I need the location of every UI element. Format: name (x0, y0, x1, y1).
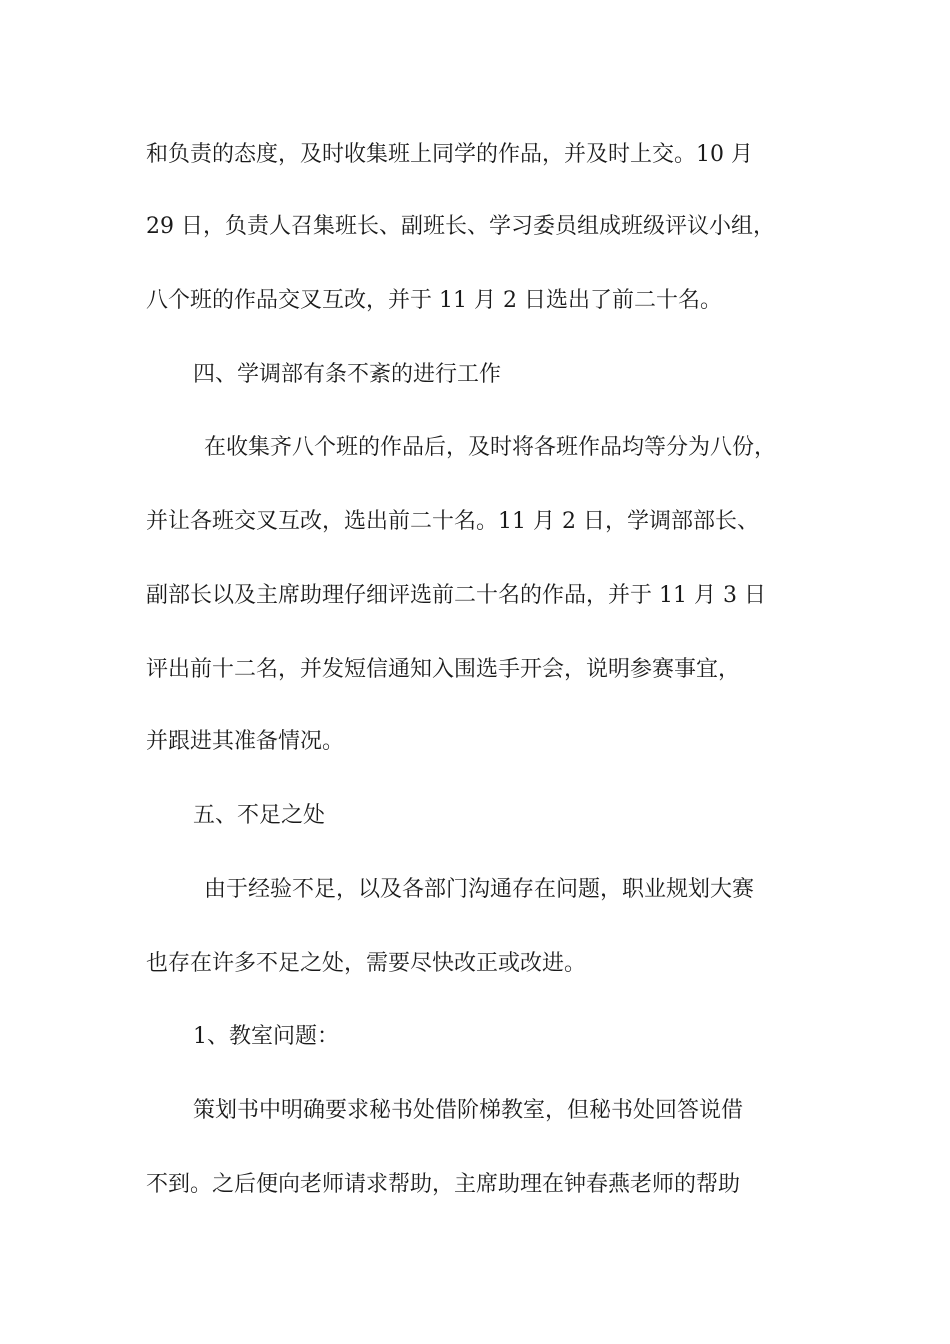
text-line: 29 日，负责人召集班长、副班长、学习委员组成班级评议小组， (146, 214, 775, 239)
subheading-1: 1、教室问题： (193, 1024, 339, 1049)
text-line: 并跟进其准备情况。 (146, 729, 345, 754)
text-line: 八个班的作品交叉互改，并于 11 月 2 日选出了前二十名。 (146, 288, 722, 313)
text-line: 和负责的态度，及时收集班上同学的作品，并及时上交。10 月 (146, 142, 753, 167)
text-line: 不到。之后便向老师请求帮助，主席助理在钟春燕老师的帮助 (146, 1172, 741, 1197)
text-line: 在收集齐八个班的作品后，及时将各班作品均等分为八份， (204, 435, 777, 460)
text-line: 并让各班交叉互改，选出前二十名。11 月 2 日，学调部部长、 (146, 509, 759, 534)
text-line: 副部长以及主席助理仔细评选前二十名的作品，并于 11 月 3 日 (146, 583, 766, 608)
text-line: 由于经验不足，以及各部门沟通存在问题，职业规划大赛 (204, 877, 755, 902)
text-line: 评出前十二名，并发短信通知入围选手开会，说明参赛事宜， (146, 657, 741, 682)
section-heading-4: 四、学调部有条不紊的进行工作 (193, 362, 502, 387)
text-line: 策划书中明确要求秘书处借阶梯教室，但秘书处回答说借 (193, 1098, 744, 1123)
section-heading-5: 五、不足之处 (193, 803, 326, 828)
text-line: 也存在许多不足之处，需要尽快改正或改进。 (146, 951, 587, 976)
